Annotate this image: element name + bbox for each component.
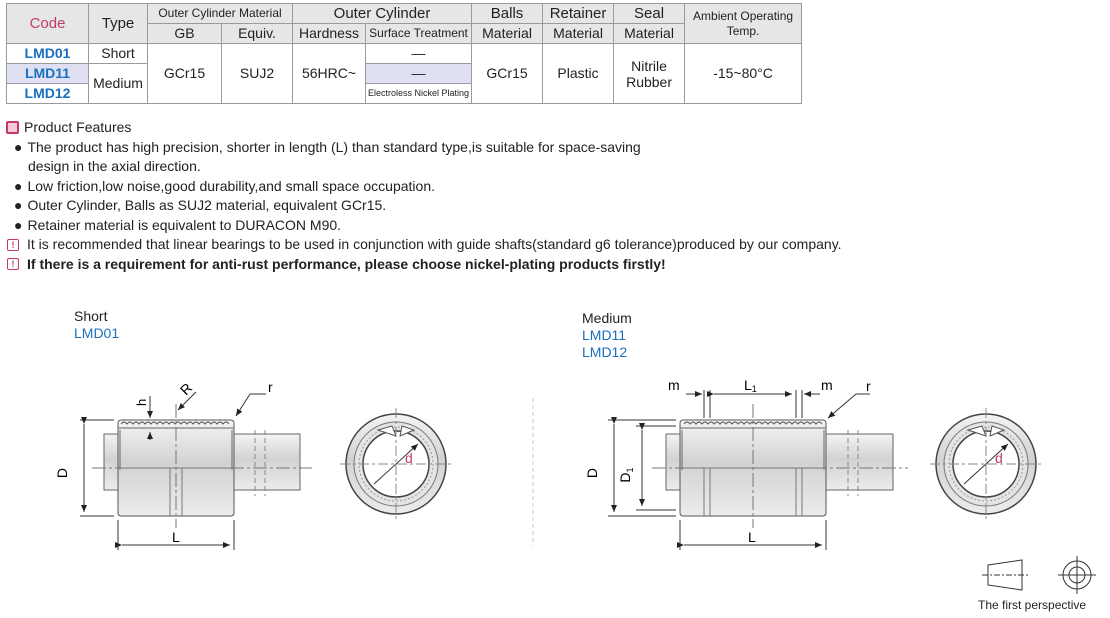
feature-2: Low friction,low noise,good durability,and small space occupation. xyxy=(27,177,435,194)
dim-m-right: m xyxy=(821,377,833,393)
short-label: Short xyxy=(74,308,108,324)
dim-R: R xyxy=(176,379,196,399)
dim-L-short: L xyxy=(172,529,180,545)
features-title: Product Features xyxy=(24,119,132,135)
balls-value: GCr15 xyxy=(472,44,543,104)
dim-D1: $D_1$ xyxy=(617,467,635,483)
type-short: Short xyxy=(89,44,148,64)
dim-h: h xyxy=(134,398,149,406)
header-outer-cylinder: Outer Cylinder xyxy=(293,4,472,24)
header-outer-material: Outer Cylinder Material xyxy=(148,4,293,24)
header-balls-material: Material xyxy=(472,24,543,44)
medium-code-1: LMD11 xyxy=(582,327,627,343)
dim-D-short: D xyxy=(54,467,70,479)
dim-D-medium: D xyxy=(584,467,600,479)
hardness-value: 56HRC~ xyxy=(293,44,366,104)
surface-lmd11: — xyxy=(366,64,472,84)
header-hardness: Hardness xyxy=(293,24,366,44)
header-retainer-material: Material xyxy=(543,24,614,44)
medium-end-view xyxy=(930,408,1042,520)
header-seal-material: Material xyxy=(614,24,685,44)
gb-value: GCr15 xyxy=(148,44,222,104)
header-equiv: Equiv. xyxy=(222,24,293,44)
dim-d-medium: d xyxy=(995,450,1003,466)
seal-value: Nitrile Rubber xyxy=(614,44,685,104)
dim-r-medium: r xyxy=(866,378,871,394)
feature-1-cont: design in the axial direction. xyxy=(28,158,201,174)
warning-icon: ! xyxy=(7,258,19,270)
surface-lmd12: Electroless Nickel Plating xyxy=(366,84,472,104)
short-end-view xyxy=(340,408,452,520)
feature-4: Retainer material is equivalent to DURACON M90. xyxy=(27,216,342,233)
product-features: Product Features ● The product has high precision, shorter in length (L) than standard type,is suitable for space-saving design in the axial direction. ● Low friction,low noise,good durability,and small space occupation. ● Outer Cylinder, Balls as SUJ2 material, equivalent GCr15. ● Retainer material is equivalent to DURACON M90. ! It is recommended that linear bearings to be used in conjunction with guide shafts(standard g6 tolerance)produced by our company. ! If there is a requirement for anti-rust performance, please choose nickel-plating products firstly! xyxy=(6,118,842,274)
medium-side-view xyxy=(608,390,908,550)
retainer-value: Plastic xyxy=(543,44,614,104)
note-1: It is recommended that linear bearings to be used in conjunction with guide shafts(standard g6 tolerance)produced by our company. xyxy=(27,236,842,252)
feature-3: Outer Cylinder, Balls as SUJ2 material, equivalent GCr15. xyxy=(27,197,387,213)
header-ambient-temp: Ambient Operating Temp. xyxy=(685,4,802,44)
medium-label: Medium xyxy=(582,310,632,326)
code-lmd01: LMD01 xyxy=(7,44,89,64)
note-2: If there is a requirement for anti-rust performance, please choose nickel-plating products firstly! xyxy=(27,255,666,272)
header-gb: GB xyxy=(148,24,222,44)
dim-m-left: m xyxy=(668,377,680,393)
surface-lmd01: — xyxy=(366,44,472,64)
first-perspective-icon xyxy=(982,556,1096,594)
type-medium: Medium xyxy=(89,64,148,104)
dim-L1: L1 xyxy=(744,377,757,394)
dim-L-medium: L xyxy=(748,529,756,545)
code-lmd11: LMD11 xyxy=(7,64,89,84)
warning-icon: ! xyxy=(7,239,19,251)
temp-value: -15~80°C xyxy=(685,44,802,104)
header-surface: Surface Treatment xyxy=(366,24,472,44)
header-balls: Balls xyxy=(472,4,543,24)
medium-code-2: LMD12 xyxy=(582,344,628,360)
dim-r-short: r xyxy=(268,379,273,395)
header-type: Type xyxy=(89,4,148,44)
header-retainer: Retainer xyxy=(543,4,614,24)
header-code: Code xyxy=(7,4,89,44)
dim-d-short: d xyxy=(405,450,413,466)
equiv-value: SUJ2 xyxy=(222,44,293,104)
feature-1: The product has high precision, shorter in length (L) than standard type,is suitable for space-saving xyxy=(27,138,641,155)
perspective-caption: The first perspective xyxy=(978,598,1087,612)
short-side-view xyxy=(80,392,312,550)
code-lmd12: LMD12 xyxy=(7,84,89,104)
header-seal: Seal xyxy=(614,4,685,24)
short-code: LMD01 xyxy=(74,325,120,341)
